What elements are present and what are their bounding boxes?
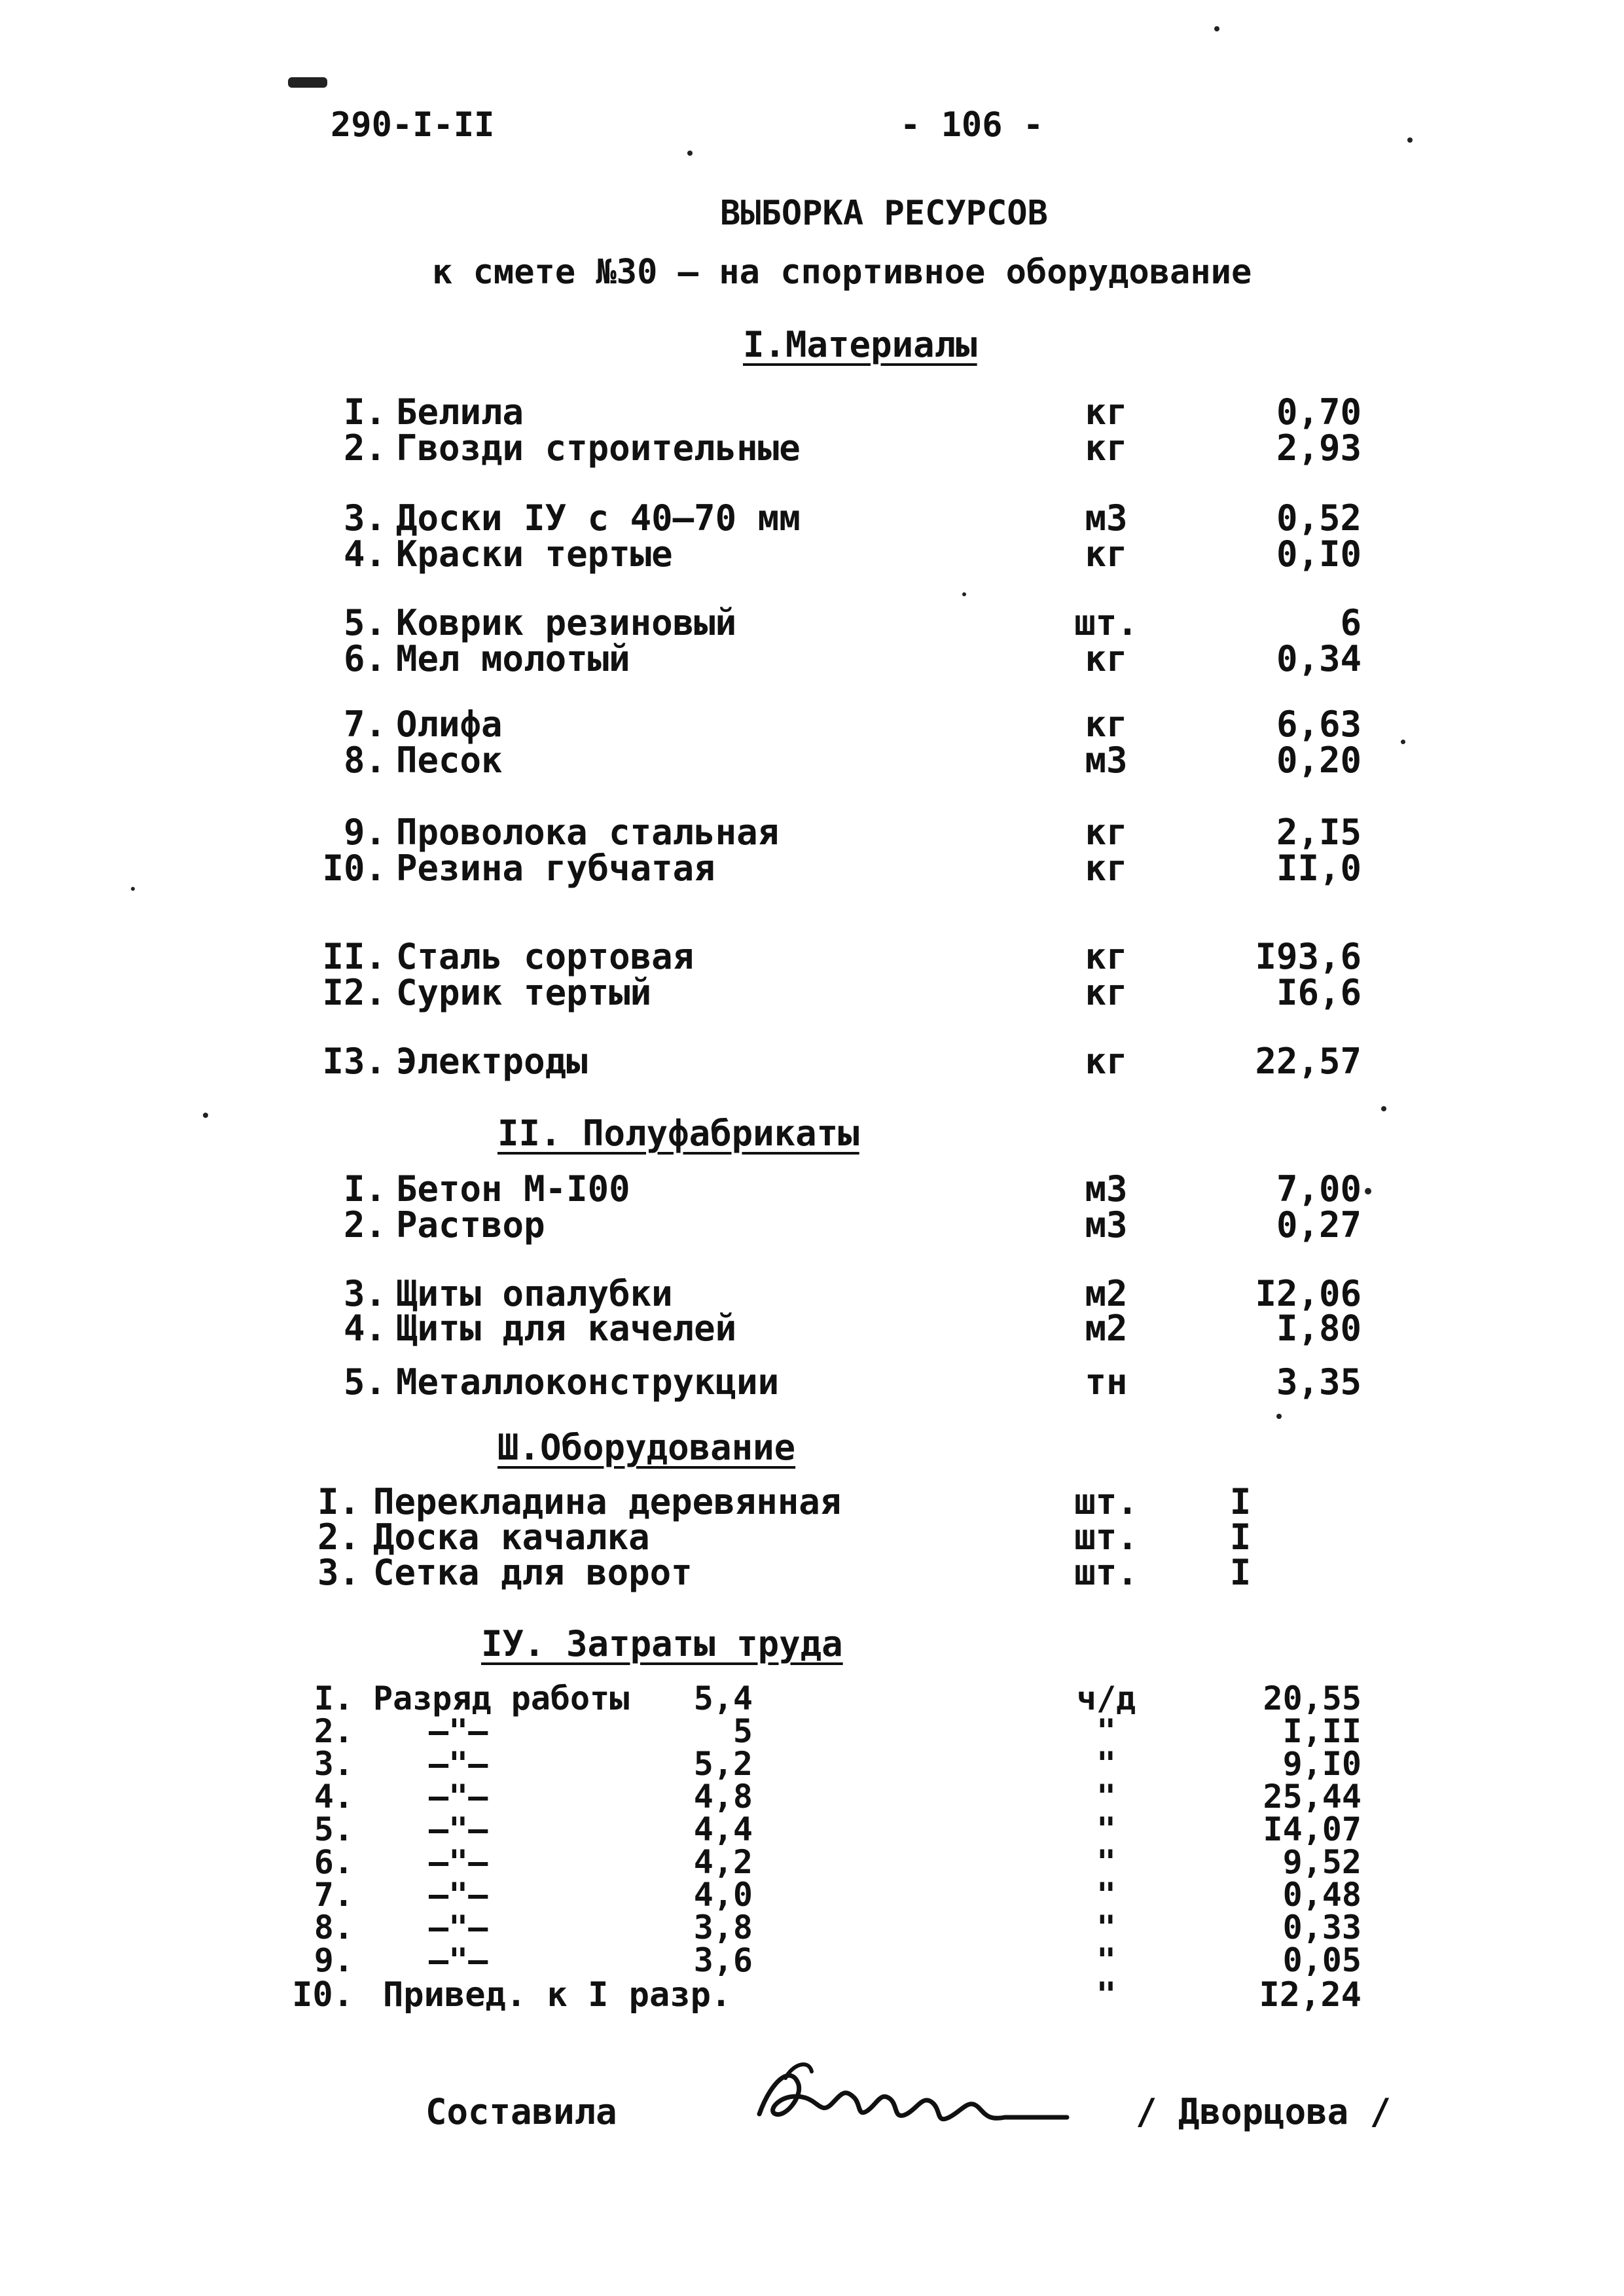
item-unit: м2 bbox=[1085, 1273, 1128, 1314]
scan-speck bbox=[131, 887, 135, 891]
item-unit: тн bbox=[1085, 1361, 1128, 1403]
scan-speck bbox=[1276, 1414, 1282, 1419]
scan-speck bbox=[687, 151, 693, 156]
item-quantity: I93,6 bbox=[1255, 936, 1362, 977]
scan-speck bbox=[288, 77, 327, 88]
item-unit: " bbox=[1096, 1810, 1117, 1848]
item-unit: кг bbox=[1085, 704, 1128, 745]
item-unit: ч/д bbox=[1076, 1679, 1136, 1717]
item-quantity: 0,I0 bbox=[1276, 533, 1362, 575]
item-quantity: I2,24 bbox=[1259, 1975, 1362, 2015]
section-title-equipment: Ш.Оборудование bbox=[497, 1427, 796, 1468]
list-item bbox=[0, 1975, 1624, 2015]
scan-speck bbox=[1365, 1188, 1371, 1194]
item-number: 3. bbox=[317, 1552, 360, 1593]
item-name: Белила bbox=[396, 391, 524, 433]
item-number: I. bbox=[343, 1168, 386, 1210]
list-item bbox=[0, 497, 1624, 540]
item-number: 4. bbox=[343, 1308, 386, 1349]
item-name: Сетка для ворот bbox=[373, 1552, 693, 1593]
item-unit: " bbox=[1096, 1712, 1117, 1750]
item-quantity: 6 bbox=[1340, 602, 1362, 643]
item-number: II. bbox=[322, 936, 386, 977]
item-name: Сталь сортовая bbox=[396, 936, 695, 977]
list-item bbox=[0, 1041, 1624, 1083]
item-unit: кг bbox=[1085, 427, 1128, 469]
item-quantity: 0,70 bbox=[1276, 391, 1362, 433]
item-number: 5. bbox=[343, 1361, 386, 1403]
page-number: - 106 - bbox=[900, 105, 1044, 145]
item-unit: шт. bbox=[1074, 602, 1138, 643]
list-item bbox=[0, 936, 1624, 978]
item-number: I0. bbox=[292, 1975, 353, 2015]
item-quantity: 9,52 bbox=[1282, 1843, 1362, 1881]
item-unit: шт. bbox=[1074, 1516, 1138, 1558]
item-quantity: I,II bbox=[1282, 1712, 1362, 1750]
scan-speck bbox=[962, 592, 966, 596]
item-number: I3. bbox=[322, 1041, 386, 1082]
scan-speck bbox=[1214, 26, 1219, 31]
item-unit: шт. bbox=[1074, 1481, 1138, 1522]
item-grade: 5,2 bbox=[693, 1745, 753, 1783]
item-name: –"– bbox=[429, 1778, 488, 1816]
item-quantity: I,80 bbox=[1276, 1308, 1362, 1349]
item-unit: " bbox=[1096, 1909, 1117, 1946]
item-number: 6. bbox=[314, 1843, 353, 1881]
item-quantity: I bbox=[1229, 1516, 1252, 1558]
item-name: –"– bbox=[429, 1876, 488, 1914]
item-number: 2. bbox=[343, 1204, 386, 1246]
item-unit: м2 bbox=[1085, 1308, 1128, 1349]
item-quantity: II,0 bbox=[1276, 848, 1362, 889]
list-item bbox=[0, 1679, 1624, 1717]
item-number: 4. bbox=[343, 533, 386, 575]
doc-code: 290-I-II bbox=[331, 105, 495, 145]
item-name: Доска качалка bbox=[373, 1516, 650, 1558]
item-number: 4. bbox=[314, 1778, 353, 1816]
item-name: –"– bbox=[429, 1712, 488, 1750]
item-grade: 5 bbox=[732, 1712, 753, 1750]
item-grade: 3,6 bbox=[693, 1941, 753, 1979]
item-number: 2. bbox=[314, 1712, 353, 1750]
list-item bbox=[0, 848, 1624, 890]
list-item bbox=[0, 427, 1624, 470]
list-item bbox=[0, 1308, 1624, 1350]
item-unit: кг bbox=[1085, 972, 1128, 1013]
item-unit: " bbox=[1096, 1941, 1117, 1979]
item-name: Щиты опалубки bbox=[396, 1273, 673, 1314]
item-name: Сурик тертый bbox=[396, 972, 652, 1013]
signature-image bbox=[746, 2052, 1074, 2137]
item-number: 3. bbox=[343, 497, 386, 539]
item-number: 6. bbox=[343, 638, 386, 679]
list-item bbox=[0, 1911, 1624, 1944]
scan-speck bbox=[1407, 137, 1413, 143]
item-quantity: I6,6 bbox=[1276, 972, 1362, 1013]
item-quantity: 2,I5 bbox=[1276, 812, 1362, 853]
item-grade: 4,2 bbox=[693, 1843, 753, 1881]
item-unit: " bbox=[1096, 1745, 1117, 1783]
item-quantity: 2,93 bbox=[1276, 427, 1362, 469]
item-name: Бетон М-I00 bbox=[396, 1168, 630, 1210]
list-item bbox=[0, 533, 1624, 576]
list-item bbox=[0, 1516, 1624, 1559]
item-number: 2. bbox=[317, 1516, 360, 1558]
list-item bbox=[0, 1712, 1624, 1750]
section-title-labor: IУ. Затраты труда bbox=[481, 1623, 843, 1664]
item-name: Мел молотый bbox=[396, 638, 630, 679]
item-number: 7. bbox=[314, 1876, 353, 1914]
item-name: Гвозди строительные bbox=[396, 427, 801, 469]
item-name: Краски тертые bbox=[396, 533, 673, 575]
item-unit: кг bbox=[1085, 812, 1128, 853]
list-item bbox=[0, 1876, 1624, 1914]
list-item bbox=[0, 391, 1624, 434]
item-unit: шт. bbox=[1074, 1552, 1138, 1593]
item-quantity: 9,I0 bbox=[1282, 1745, 1362, 1783]
item-unit: м3 bbox=[1085, 1204, 1128, 1246]
section-title-semi-products: II. Полуфабрикаты bbox=[497, 1113, 859, 1154]
item-name: Олифа bbox=[396, 704, 503, 745]
item-quantity: 3,35 bbox=[1276, 1361, 1362, 1403]
item-quantity: 0,52 bbox=[1276, 497, 1362, 539]
item-quantity: 0,05 bbox=[1282, 1941, 1362, 1979]
item-unit: м3 bbox=[1085, 497, 1128, 539]
scan-speck bbox=[203, 1113, 208, 1118]
signer-name: / Дворцова / bbox=[1136, 2091, 1392, 2132]
list-item bbox=[0, 1810, 1624, 1848]
item-unit: " bbox=[1096, 1975, 1117, 2015]
item-unit: " bbox=[1096, 1778, 1117, 1816]
item-number: 7. bbox=[343, 704, 386, 745]
section-title-materials: I.Материалы bbox=[743, 324, 977, 365]
item-unit: " bbox=[1096, 1876, 1117, 1914]
item-number: 3. bbox=[314, 1745, 353, 1783]
item-grade: 3,8 bbox=[693, 1909, 753, 1946]
list-item bbox=[0, 1361, 1624, 1404]
item-number: 5. bbox=[314, 1810, 353, 1848]
item-number: 8. bbox=[343, 740, 386, 781]
list-item bbox=[0, 1745, 1624, 1783]
item-name: Доски IУ с 40–70 мм bbox=[396, 497, 801, 539]
item-quantity: I bbox=[1229, 1481, 1252, 1522]
item-number: 5. bbox=[343, 602, 386, 643]
item-name: Проволока стальная bbox=[396, 812, 780, 853]
scan-speck bbox=[1381, 1106, 1386, 1111]
item-unit: кг bbox=[1085, 533, 1128, 575]
list-item bbox=[0, 638, 1624, 681]
list-item bbox=[0, 1941, 1624, 1979]
list-item bbox=[0, 1778, 1624, 1816]
item-name: Раствор bbox=[396, 1204, 545, 1246]
item-number: I. bbox=[343, 391, 386, 433]
item-number: I0. bbox=[322, 848, 386, 889]
item-quantity: 0,48 bbox=[1282, 1876, 1362, 1914]
list-item bbox=[0, 972, 1624, 1014]
item-quantity: 7,00 bbox=[1276, 1168, 1362, 1210]
item-number: 8. bbox=[314, 1909, 353, 1946]
item-number: 9. bbox=[343, 812, 386, 853]
item-name: Электроды bbox=[396, 1041, 588, 1082]
item-name: –"– bbox=[429, 1745, 488, 1783]
item-name: Металлоконструкции bbox=[396, 1361, 780, 1403]
item-name: –"– bbox=[429, 1909, 488, 1946]
item-quantity: 0,27 bbox=[1276, 1204, 1362, 1246]
list-item bbox=[0, 812, 1624, 854]
item-unit: кг bbox=[1085, 391, 1128, 433]
item-unit: кг bbox=[1085, 638, 1128, 679]
item-quantity: 22,57 bbox=[1255, 1041, 1362, 1082]
item-number: I. bbox=[314, 1679, 353, 1717]
item-quantity: 0,20 bbox=[1276, 740, 1362, 781]
scan-speck bbox=[1401, 740, 1405, 744]
list-item bbox=[0, 1204, 1624, 1247]
item-name: –"– bbox=[429, 1810, 488, 1848]
item-name: Коврик резиновый bbox=[396, 602, 737, 643]
item-grade: 5,4 bbox=[693, 1679, 753, 1717]
item-grade: 4,0 bbox=[693, 1876, 753, 1914]
item-name: Щиты для качелей bbox=[396, 1308, 737, 1349]
list-item bbox=[0, 704, 1624, 746]
item-quantity: 20,55 bbox=[1263, 1679, 1362, 1717]
item-quantity: 6,63 bbox=[1276, 704, 1362, 745]
item-name: –"– bbox=[429, 1843, 488, 1881]
item-unit: кг bbox=[1085, 936, 1128, 977]
list-item bbox=[0, 1552, 1624, 1594]
item-unit: кг bbox=[1085, 1041, 1128, 1082]
list-item bbox=[0, 740, 1624, 782]
item-number: I2. bbox=[322, 972, 386, 1013]
doc-title: ВЫБОРКА РЕСУРСОВ bbox=[720, 194, 1048, 233]
list-item bbox=[0, 602, 1624, 645]
item-quantity: 0,33 bbox=[1282, 1909, 1362, 1946]
item-grade: 4,4 bbox=[693, 1810, 753, 1848]
item-name: –"– bbox=[429, 1941, 488, 1979]
item-number: 2. bbox=[343, 427, 386, 469]
item-name: Привед. к I разр. bbox=[383, 1975, 732, 2015]
item-number: 3. bbox=[343, 1273, 386, 1314]
doc-subtitle: к смете №30 – на спортивное оборудование bbox=[432, 253, 1252, 292]
item-name: Перекладина деревянная bbox=[373, 1481, 842, 1522]
item-name: Резина губчатая bbox=[396, 848, 715, 889]
item-quantity: I bbox=[1229, 1552, 1252, 1593]
item-quantity: I2,06 bbox=[1255, 1273, 1362, 1314]
item-name: Песок bbox=[396, 740, 503, 781]
item-name: Разряд работы bbox=[373, 1679, 630, 1717]
item-unit: м3 bbox=[1085, 1168, 1128, 1210]
item-unit: " bbox=[1096, 1843, 1117, 1881]
compiled-by-label: Составила bbox=[425, 2091, 617, 2132]
item-unit: м3 bbox=[1085, 740, 1128, 781]
item-quantity: 25,44 bbox=[1263, 1778, 1362, 1816]
item-quantity: 0,34 bbox=[1276, 638, 1362, 679]
item-number: 9. bbox=[314, 1941, 353, 1979]
list-item bbox=[0, 1843, 1624, 1881]
list-item bbox=[0, 1273, 1624, 1316]
item-number: I. bbox=[317, 1481, 360, 1522]
item-unit: кг bbox=[1085, 848, 1128, 889]
list-item bbox=[0, 1168, 1624, 1211]
list-item bbox=[0, 1481, 1624, 1524]
item-grade: 4,8 bbox=[693, 1778, 753, 1816]
item-quantity: I4,07 bbox=[1263, 1810, 1362, 1848]
